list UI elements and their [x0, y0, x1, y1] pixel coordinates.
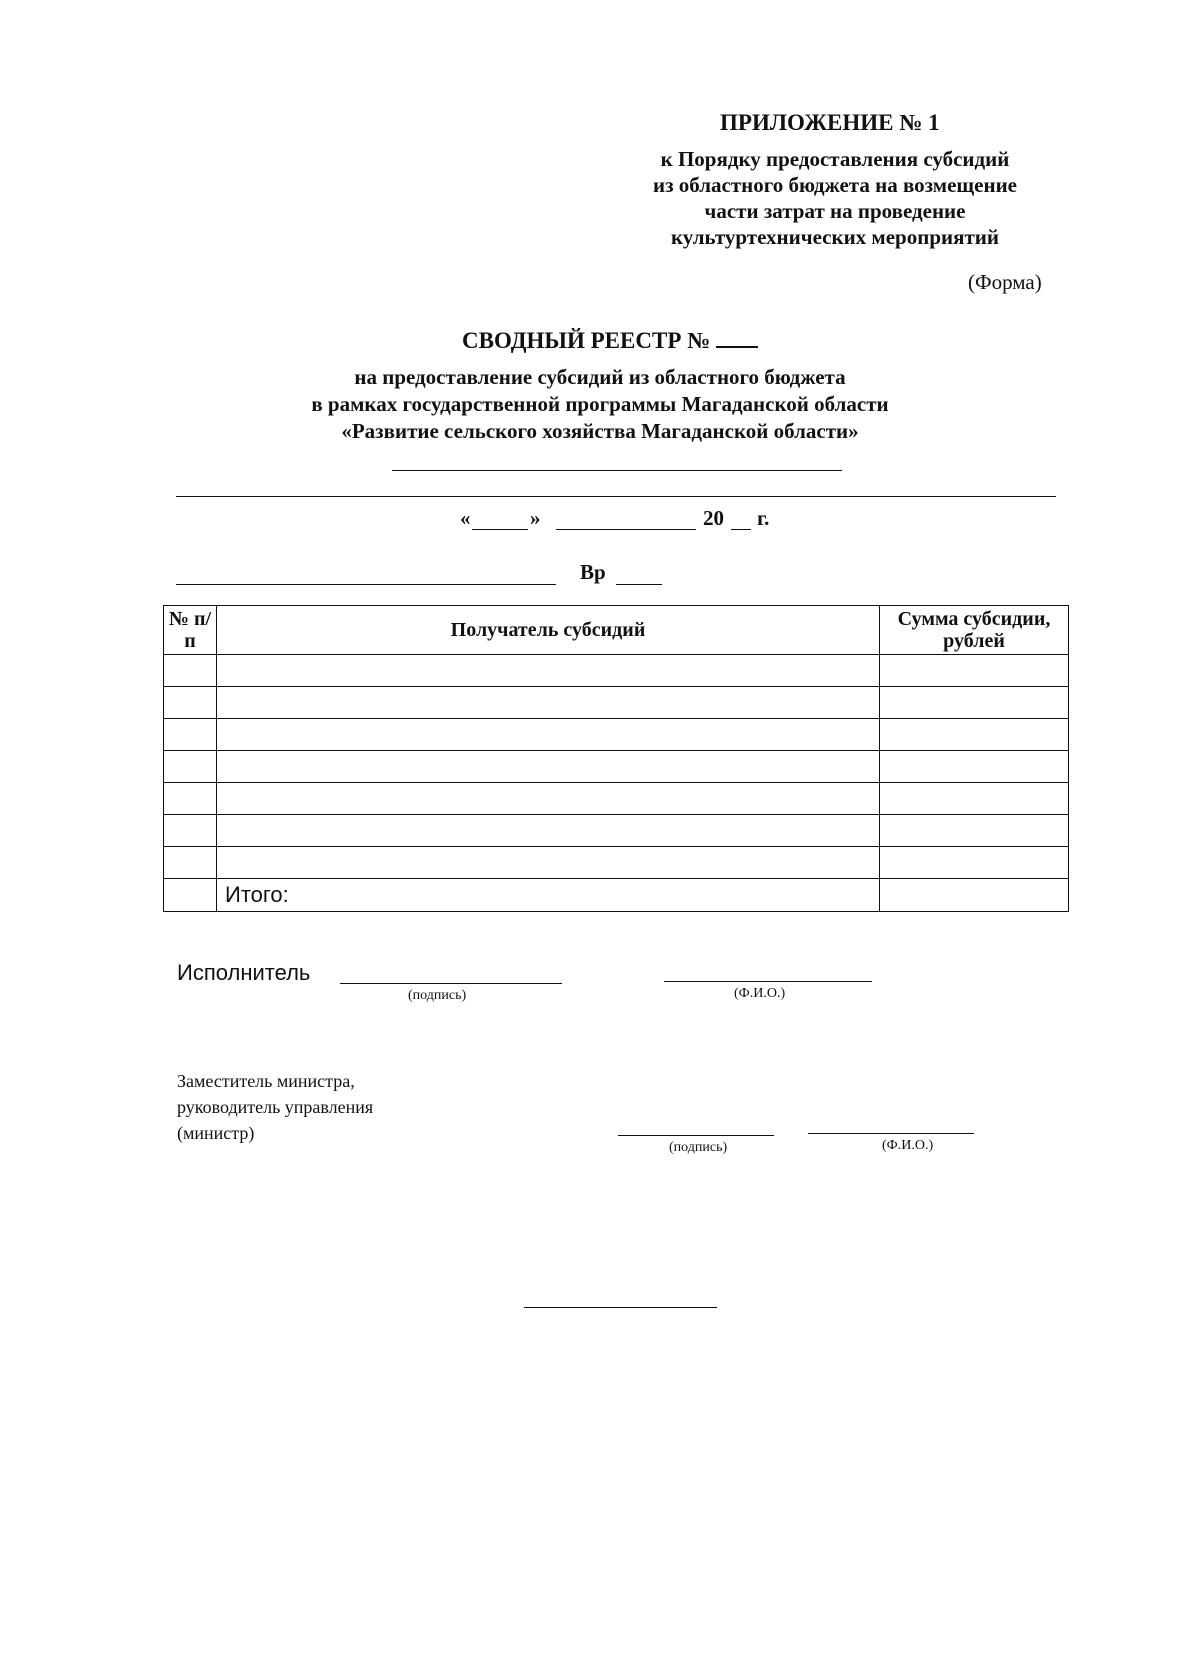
- deputy-name-caption: (Ф.И.О.): [882, 1138, 934, 1153]
- cell-recipient[interactable]: [217, 687, 880, 719]
- register-subtitle-line: «Развитие сельского хозяйства Магаданской области»: [341, 419, 859, 443]
- deputy-line: (министр): [177, 1123, 255, 1143]
- cell-number[interactable]: [164, 655, 217, 687]
- register-subtitle-line: в рамках государственной программы Магаданской области: [311, 392, 889, 416]
- cell-recipient[interactable]: [217, 815, 880, 847]
- table-row: [164, 751, 1069, 783]
- executor-signature-caption: (подпись): [408, 988, 467, 1003]
- register-subtitle: [260, 364, 940, 445]
- cell-number[interactable]: [164, 783, 217, 815]
- cell-number[interactable]: [164, 687, 217, 719]
- date-year-suffix: г.: [757, 506, 770, 530]
- cell-number[interactable]: [164, 719, 217, 751]
- table-row: [164, 687, 1069, 719]
- cell-recipient[interactable]: [217, 847, 880, 879]
- header-recipient: Получатель субсидий: [217, 606, 880, 655]
- cell-recipient[interactable]: [217, 751, 880, 783]
- vr-label: Вр: [580, 560, 606, 584]
- table-row: [164, 655, 1069, 687]
- cell-recipient[interactable]: [217, 783, 880, 815]
- cell-amount[interactable]: [880, 783, 1069, 815]
- register-subtitle-line: на предоставление субсидий из областного бюджета: [354, 365, 846, 389]
- executor-signature-line[interactable]: [340, 983, 562, 984]
- date-close-quote: »: [530, 506, 541, 530]
- cell-number[interactable]: [164, 847, 217, 879]
- total-amount-cell[interactable]: [880, 879, 1069, 912]
- form-label: (Форма): [968, 270, 1042, 294]
- cell-recipient[interactable]: [217, 655, 880, 687]
- register-table: [163, 605, 1069, 912]
- header-number: № п/п: [164, 606, 217, 655]
- table-row: [164, 815, 1069, 847]
- ministry-blank-line[interactable]: [392, 470, 842, 471]
- date-month-blank[interactable]: [556, 529, 696, 530]
- deputy-line: руководитель управления: [177, 1097, 374, 1117]
- appendix-line: части затрат на проведение: [704, 199, 966, 223]
- table-header-row: [164, 606, 1069, 655]
- table-row: [164, 783, 1069, 815]
- deputy-minister-label: [177, 1068, 373, 1146]
- appendix-line: культуртехнических мероприятий: [671, 225, 999, 249]
- register-title: [462, 326, 758, 354]
- date-day-blank[interactable]: [472, 529, 528, 530]
- date-year-blank[interactable]: [731, 529, 751, 530]
- cell-number[interactable]: [164, 879, 217, 912]
- cell-number[interactable]: [164, 815, 217, 847]
- cell-number[interactable]: [164, 751, 217, 783]
- appendix-subtitle: [615, 146, 1055, 250]
- cell-amount[interactable]: [880, 815, 1069, 847]
- cell-amount[interactable]: [880, 655, 1069, 687]
- appendix-line: к Порядку предоставления субсидий: [660, 147, 1010, 171]
- vr-left-blank[interactable]: [176, 584, 556, 585]
- register-number-blank[interactable]: [716, 326, 758, 348]
- executor-name-line[interactable]: [664, 981, 872, 982]
- department-blank-line[interactable]: [176, 496, 1056, 497]
- date-open-quote: «: [460, 506, 471, 530]
- deputy-signature-caption: (подпись): [669, 1140, 728, 1155]
- end-separator-line: [524, 1307, 717, 1308]
- register-title-text: СВОДНЫЙ РЕЕСТР №: [462, 328, 711, 353]
- table-row: [164, 847, 1069, 879]
- vr-number-blank[interactable]: [616, 584, 662, 585]
- executor-name-caption: (Ф.И.О.): [734, 986, 786, 1001]
- appendix-line: из областного бюджета на возмещение: [653, 173, 1017, 197]
- total-label: Итого:: [217, 879, 880, 912]
- appendix-title: ПРИЛОЖЕНИЕ № 1: [720, 110, 940, 135]
- cell-recipient[interactable]: [217, 719, 880, 751]
- cell-amount[interactable]: [880, 751, 1069, 783]
- executor-label: Исполнитель: [177, 960, 311, 985]
- deputy-signature-line[interactable]: [618, 1135, 774, 1136]
- deputy-name-line[interactable]: [808, 1133, 974, 1134]
- cell-amount[interactable]: [880, 687, 1069, 719]
- header-amount: Сумма субсидии, рублей: [880, 606, 1069, 655]
- table-total-row: [164, 879, 1069, 912]
- cell-amount[interactable]: [880, 847, 1069, 879]
- date-year-prefix: 20: [703, 506, 724, 530]
- cell-amount[interactable]: [880, 719, 1069, 751]
- table-row: [164, 719, 1069, 751]
- deputy-line: Заместитель министра,: [177, 1071, 355, 1091]
